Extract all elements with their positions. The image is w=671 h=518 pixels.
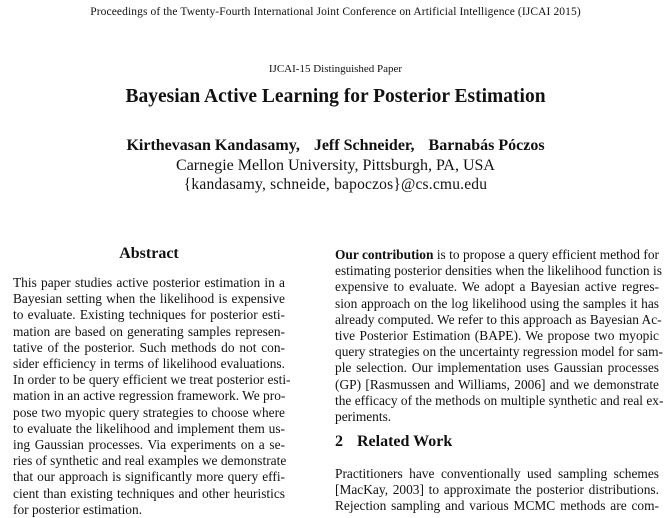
conference-header: Proceedings of the Twenty-Fourth International Joint Conference on Artificial Intelligence (IJCAI 2015) — [90, 6, 581, 18]
paper-title: Bayesian Active Learning for Posterior Estimation — [125, 86, 546, 107]
abstract-line: that our approach is significantly more query effi- — [13, 469, 285, 485]
contribution-line: the efficacy of the methods on multiple synthetic and real ex- — [335, 392, 664, 408]
related-work-line: [MacKay, 2003] to approximate the posterior distributions. — [335, 482, 659, 498]
contribution-line: periments. — [335, 409, 392, 425]
abstract-line: to evaluate the likelihood and implement them us- — [13, 420, 285, 436]
abstract-line: Bayesian setting when the likelihood is expensive — [13, 291, 285, 307]
abstract-line: cient than existing techniques and other heuristics — [13, 485, 285, 501]
abstract-line: ing Gaussian processes. Via experiments on a se- — [13, 437, 285, 453]
affiliation: Carnegie Mellon University, Pittsburgh, PA, USA — [176, 157, 495, 174]
contribution-lead: Our contribution — [335, 247, 434, 262]
contribution-line: expensive to evaluate. We adopt a Bayesian active regres- — [335, 279, 659, 295]
section-number: 2 — [335, 433, 343, 450]
contribution-first-line-rest: is to propose a query efficient method for — [433, 247, 659, 262]
abstract-line: tative of the posterior. Such methods do not con- — [13, 339, 285, 355]
abstract-line: to evaluate. Existing techniques for posterior esti- — [13, 307, 285, 323]
contribution-line: already computed. We refer to this approach as Bayesian Ac- — [335, 311, 662, 327]
related-work-line: Rejection sampling and various MCMC methods are com- — [335, 498, 659, 514]
abstract-line: mation are based on generating samples represen- — [13, 323, 285, 339]
abstract-line: mation in an active regression framework. We pro- — [13, 388, 286, 404]
contribution-line: ple selection. Our implementation uses Gaussian processes — [335, 360, 659, 376]
author-list — [0, 137, 671, 155]
author-3: Barnabás Póczos — [428, 137, 545, 154]
abstract-line: for posterior estimation. — [13, 501, 143, 517]
abstract-line: This paper studies active posterior estimation in a — [13, 275, 285, 290]
contribution-line: sion approach on the log likelihood using the samples it has — [335, 295, 659, 311]
abstract-line: sider efficiency in terms of likelihood evaluations. — [13, 356, 285, 372]
section-heading-related-work — [335, 433, 452, 451]
contribution-line: query strategies on the uncertainty regression model for sam- — [335, 344, 663, 360]
section-title: Related Work — [357, 433, 453, 450]
abstract-body — [13, 275, 291, 518]
author-2: Jeff Schneider, — [313, 137, 415, 154]
contribution-line: estimating posterior densities when the likelihood function is — [335, 263, 662, 279]
related-work-line: Practitioners have conventionally used sampling schemes — [335, 466, 659, 481]
abstract-line: ries of synthetic and real examples we demonstrate — [13, 453, 287, 469]
contribution-line: (GP) [Rasmussen and Williams, 2006] and we demonstrate — [335, 376, 659, 392]
contribution-paragraph — [335, 247, 664, 425]
abstract-line: In order to be query efficient we treat posterior esti- — [13, 372, 291, 388]
abstract-line: pose two myopic query strategies to choose where — [13, 404, 285, 420]
contribution-line: tive Posterior Estimation (BAPE). We propose two myopic — [335, 328, 659, 344]
related-work-paragraph — [335, 466, 659, 515]
author-emails: {kandasamy, schneide, bapoczos}@cs.cmu.edu — [183, 176, 488, 193]
author-1: Kirthevasan Kandasamy, — [126, 137, 300, 154]
paper-track-label: IJCAI-15 Distinguished Paper — [268, 63, 403, 75]
abstract-heading: Abstract — [119, 245, 179, 262]
contribution-first-line — [335, 247, 659, 263]
